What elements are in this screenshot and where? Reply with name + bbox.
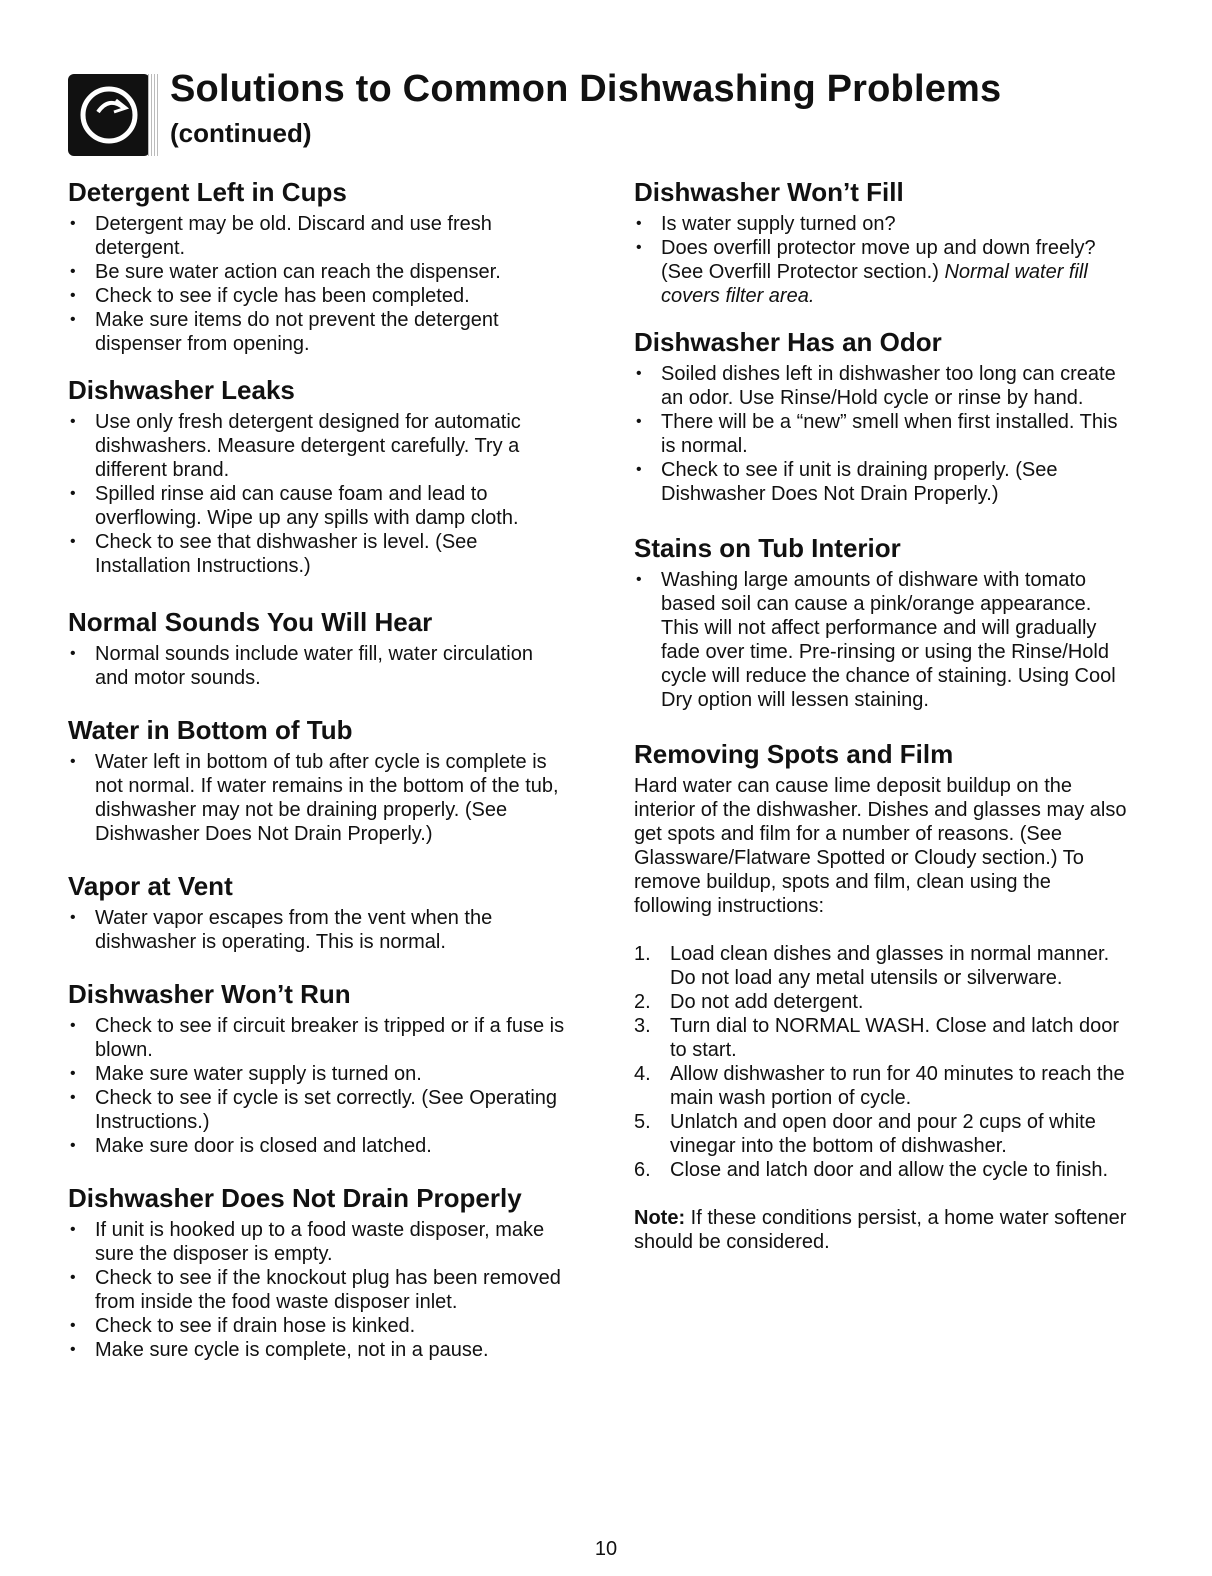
step-number: 4. bbox=[634, 1063, 651, 1085]
section-does-not-drain bbox=[68, 1182, 568, 1362]
right-column bbox=[634, 176, 1134, 1272]
list-item: • There will be a “new” smell when first installed. This is normal. bbox=[634, 410, 1134, 458]
list-item: • Spilled rinse aid can cause foam and lead to overflowing. Wipe up any spills with damp cloth. bbox=[68, 482, 568, 530]
list-item bbox=[634, 990, 1134, 1014]
section-heading: Water in Bottom of Tub bbox=[68, 715, 353, 745]
step-number: 1. bbox=[634, 943, 651, 965]
step-text: Load clean dishes and glasses in normal manner. Do not load any metal utensils or silverware. bbox=[670, 943, 1110, 989]
section-heading: Dishwasher Won’t Run bbox=[68, 979, 351, 1009]
step-number: 6. bbox=[634, 1159, 651, 1181]
list-item: • Washing large amounts of dishware with tomato based soil can cause a pink/orange appearance. This will not affect performance and will gradually fade over time. Pre-rinsing or using the Rinse/Hold cycle will reduce the chance of staining. Using Cool Dry option will lessen staining. bbox=[634, 568, 1134, 712]
list-item: • Check to see if drain hose is kinked. bbox=[68, 1314, 568, 1338]
logo-shadow bbox=[148, 74, 158, 156]
section-spots-film bbox=[634, 738, 1134, 1254]
section-stains bbox=[634, 532, 1134, 712]
list-item: • Check to see if the knockout plug has been removed from inside the food waste disposer inlet. bbox=[68, 1266, 568, 1314]
section-heading: Normal Sounds You Will Hear bbox=[68, 607, 433, 637]
list-item: • Make sure water supply is turned on. bbox=[68, 1062, 568, 1086]
step-number: 3. bbox=[634, 1015, 651, 1037]
section-heading: Dishwasher Won’t Fill bbox=[634, 177, 904, 207]
list-item bbox=[634, 1062, 1134, 1110]
list-item: • Be sure water action can reach the dispenser. bbox=[68, 260, 568, 284]
section-intro: Hard water can cause lime deposit buildup on the interior of the dishwasher. Dishes and glasses may also get spots and film for a number of reasons. (See Glassware/Flatware Spotted or Cloudy section.) To remove buildup, spots and film, clean using the following instructions: bbox=[634, 775, 1127, 917]
list-item: • Detergent may be old. Discard and use fresh detergent. bbox=[68, 212, 568, 260]
list-item bbox=[634, 1158, 1134, 1182]
section-heading: Dishwasher Has an Odor bbox=[634, 327, 942, 357]
note bbox=[634, 1206, 1134, 1254]
list-item bbox=[634, 1110, 1134, 1158]
list-item: • Check to see if unit is draining properly. (See Dishwasher Does Not Drain Properly.) bbox=[634, 458, 1134, 506]
step-text: Close and latch door and allow the cycle to finish. bbox=[670, 1159, 1109, 1181]
list-item: • Make sure cycle is complete, not in a pause. bbox=[68, 1338, 568, 1362]
step-number: 5. bbox=[634, 1111, 651, 1133]
section-heading: Dishwasher Does Not Drain Properly bbox=[68, 1183, 522, 1213]
list-item: • Water left in bottom of tub after cycle is complete is not normal. If water remains in the bottom of the tub, dishwasher may not be draining properly. (See Dishwasher Does Not Drain Properly.) bbox=[68, 750, 568, 846]
page-title: Solutions to Common Dishwashing Problems bbox=[170, 68, 1002, 110]
section-heading: Dishwasher Leaks bbox=[68, 375, 295, 405]
list-item: • Water vapor escapes from the vent when the dishwasher is operating. This is normal. bbox=[68, 906, 568, 954]
page-number: 10 bbox=[594, 1538, 618, 1560]
left-column bbox=[68, 176, 568, 1380]
list-item: • Check to see if cycle is set correctly. (See Operating Instructions.) bbox=[68, 1086, 568, 1134]
note-label: Note: bbox=[634, 1207, 686, 1229]
step-text: Do not add detergent. bbox=[670, 991, 864, 1013]
page-header bbox=[68, 68, 1168, 168]
section-heading: Detergent Left in Cups bbox=[68, 177, 347, 207]
list-item bbox=[634, 942, 1134, 990]
section-wont-fill bbox=[634, 176, 1134, 308]
section-water-bottom bbox=[68, 714, 568, 846]
page-subtitle: (continued) bbox=[170, 118, 312, 148]
list-item: • Normal sounds include water fill, water circulation and motor sounds. bbox=[68, 642, 568, 690]
section-dishwasher-leaks bbox=[68, 374, 568, 578]
section-wont-run bbox=[68, 978, 568, 1158]
section-vapor-vent bbox=[68, 870, 568, 954]
list-item: • Make sure door is closed and latched. bbox=[68, 1134, 568, 1158]
section-heading: Stains on Tub Interior bbox=[634, 533, 901, 563]
list-item: • Make sure items do not prevent the detergent dispenser from opening. bbox=[68, 308, 568, 356]
list-item-italic: Normal water fill covers filter area. bbox=[661, 261, 1088, 307]
list-item-text: Does overfill protector move up and down freely? (See Overfill Protector section.) bbox=[661, 237, 1096, 283]
list-item bbox=[634, 1014, 1134, 1062]
list-item: • Check to see if circuit breaker is tripped or if a fuse is blown. bbox=[68, 1014, 568, 1062]
section-detergent-left bbox=[68, 176, 568, 356]
list-item: • Check to see that dishwasher is level. (See Installation Instructions.) bbox=[68, 530, 568, 578]
step-text: Allow dishwasher to run for 40 minutes to reach the main wash portion of cycle. bbox=[670, 1063, 1125, 1109]
step-text: Unlatch and open door and pour 2 cups of white vinegar into the bottom of dishwasher. bbox=[670, 1111, 1096, 1157]
section-odor bbox=[634, 326, 1134, 506]
section-heading: Removing Spots and Film bbox=[634, 739, 954, 769]
list-item: • Check to see if cycle has been completed. bbox=[68, 284, 568, 308]
step-number: 2. bbox=[634, 991, 651, 1013]
steps-list bbox=[634, 942, 1134, 1182]
list-item: • If unit is hooked up to a food waste disposer, make sure the disposer is empty. bbox=[68, 1218, 568, 1266]
section-normal-sounds bbox=[68, 606, 568, 690]
list-item: • Soiled dishes left in dishwasher too long can create an odor. Use Rinse/Hold cycle or rinse by hand. bbox=[634, 362, 1134, 410]
note-text: If these conditions persist, a home water softener should be considered. bbox=[634, 1207, 1127, 1253]
list-item bbox=[634, 236, 1134, 308]
section-heading: Vapor at Vent bbox=[68, 871, 233, 901]
dishwasher-logo-icon bbox=[68, 74, 150, 156]
list-item: • Is water supply turned on? bbox=[634, 212, 1134, 236]
list-item: • Use only fresh detergent designed for automatic dishwashers. Measure detergent carefully. Try a different brand. bbox=[68, 410, 568, 482]
step-text: Turn dial to NORMAL WASH. Close and latch door to start. bbox=[670, 1015, 1120, 1061]
